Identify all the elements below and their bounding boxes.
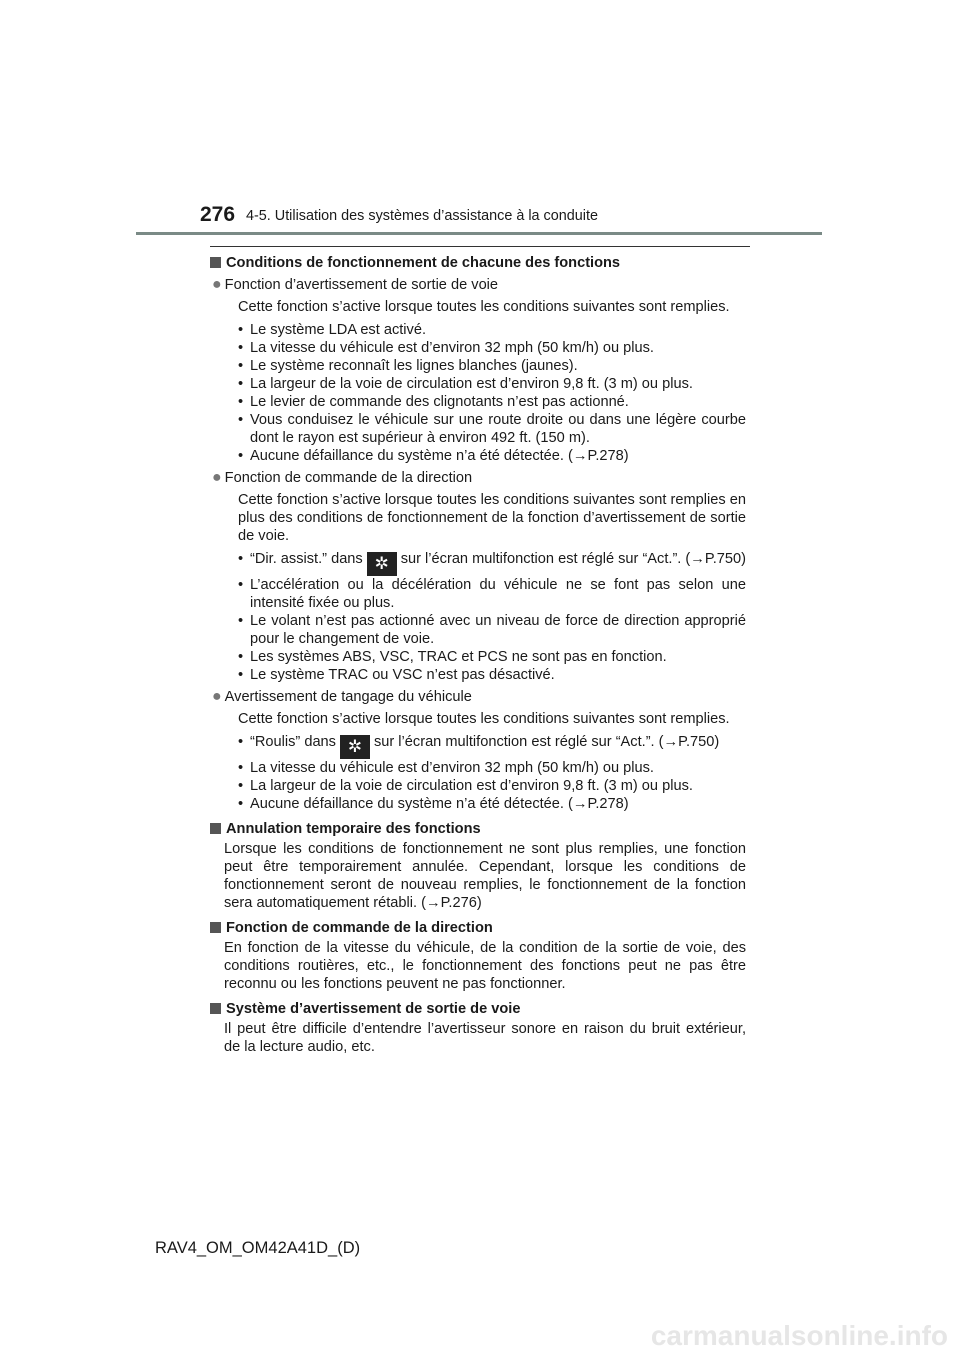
footer-document-code: RAV4_OM_OM42A41D_(D) [155, 1239, 361, 1257]
page-number: 276 [200, 203, 236, 226]
section-heading: Conditions de fonctionnement de chacune des fonctions [208, 254, 746, 272]
watermark: carmanualsonline.info [650, 1320, 948, 1351]
list-item: • Le système TRAC ou VSC n’est pas désactivé. [238, 666, 746, 684]
section-heading: Système d’avertissement de sortie de voie [208, 1000, 746, 1018]
circle-bullet-icon: ● [212, 276, 222, 293]
list-item: • “Roulis” dans ✲ sur l’écran multifonction est réglé sur “Act.”. (→P.750) [238, 733, 746, 759]
paragraph: Cette fonction s’active lorsque toutes les conditions suivantes sont remplies en plus des conditions de fonctionnement de la fonction d’avertissement de sortie de voie. [238, 492, 746, 544]
circle-bullet-icon: ● [212, 469, 222, 486]
running-header: 4-5. Utilisation des systèmes d’assistance à la conduite [246, 208, 598, 224]
list-item: • Le volant n’est pas actionné avec un niveau de force de direction approprié pour le changement de voie. [238, 612, 746, 648]
list-item: • “Dir. assist.” dans ✲ sur l’écran multifonction est réglé sur “Act.”. (→P.750) [238, 550, 746, 576]
list-item: • La vitesse du véhicule est d’environ 32 mph (50 km/h) ou plus. [238, 759, 746, 777]
gear-icon: ✲ [340, 735, 370, 759]
circle-bullet-icon: ● [212, 688, 222, 705]
square-bullet-icon [210, 922, 221, 933]
list-item: • La vitesse du véhicule est d’environ 32 mph (50 km/h) ou plus. [238, 339, 746, 357]
bullet-list [208, 321, 746, 465]
square-bullet-icon [210, 823, 221, 834]
bullet-list [208, 550, 746, 684]
bullet-list [208, 733, 746, 813]
list-item: • La largeur de la voie de circulation est d’environ 9,8 ft. (3 m) ou plus. [238, 375, 746, 393]
list-item: • Les systèmes ABS, VSC, TRAC et PCS ne sont pas en fonction. [238, 648, 746, 666]
page-content [208, 254, 746, 1056]
subsection-heading: ● Avertissement de tangage du véhicule [212, 688, 472, 705]
list-item: • Le système reconnaît les lignes blanches (jaunes). [238, 357, 746, 375]
list-item: • Le levier de commande des clignotants n’est pas actionné. [238, 393, 746, 411]
list-item: • La largeur de la voie de circulation est d’environ 9,8 ft. (3 m) ou plus. [238, 777, 746, 795]
subsection-heading: ● Fonction de commande de la direction [212, 469, 473, 486]
list-item: • Aucune défaillance du système n’a été détectée. (→P.278) [238, 447, 746, 465]
square-bullet-icon [210, 1003, 221, 1014]
list-item: • L’accélération ou la décélération du véhicule ne se font pas selon une intensité fixée ou plus. [238, 576, 746, 612]
square-bullet-icon [210, 257, 221, 268]
paragraph: Cette fonction s’active lorsque toutes les conditions suivantes sont remplies. [238, 299, 730, 315]
header-rule [136, 232, 822, 235]
paragraph: En fonction de la vitesse du véhicule, de la condition de la sortie de voie, des conditions routières, etc., le fonctionnement des fonctions peut ne pas être reconnu ou les fonctions peuvent ne pas fonctionner. [224, 940, 746, 992]
list-item: • Le système LDA est activé. [238, 321, 746, 339]
list-item: • Aucune défaillance du système n’a été détectée. (→P.278) [238, 795, 746, 813]
paragraph: Cette fonction s’active lorsque toutes les conditions suivantes sont remplies. [238, 711, 730, 727]
paragraph: Lorsque les conditions de fonctionnement ne sont plus remplies, une fonction peut être temporairement annulée. Cependant, lorsque les conditions de fonctionnement seront de nouveau remplies, le fonctionnement de la fonction sera automatiquement rétabli. (→P.276) [224, 841, 746, 911]
section-rule [210, 246, 750, 247]
list-item: • Vous conduisez le véhicule sur une route droite ou dans une légère courbe dont le rayon est supérieur à environ 492 ft. (150 m). [238, 411, 746, 447]
subsection-heading: ● Fonction d’avertissement de sortie de voie [212, 276, 499, 293]
section-heading: Fonction de commande de la direction [208, 919, 746, 937]
gear-icon: ✲ [367, 552, 397, 576]
section-heading: Annulation temporaire des fonctions [208, 820, 746, 838]
paragraph: Il peut être difficile d’entendre l’avertisseur sonore en raison du bruit extérieur, de la lecture audio, etc. [224, 1021, 746, 1055]
